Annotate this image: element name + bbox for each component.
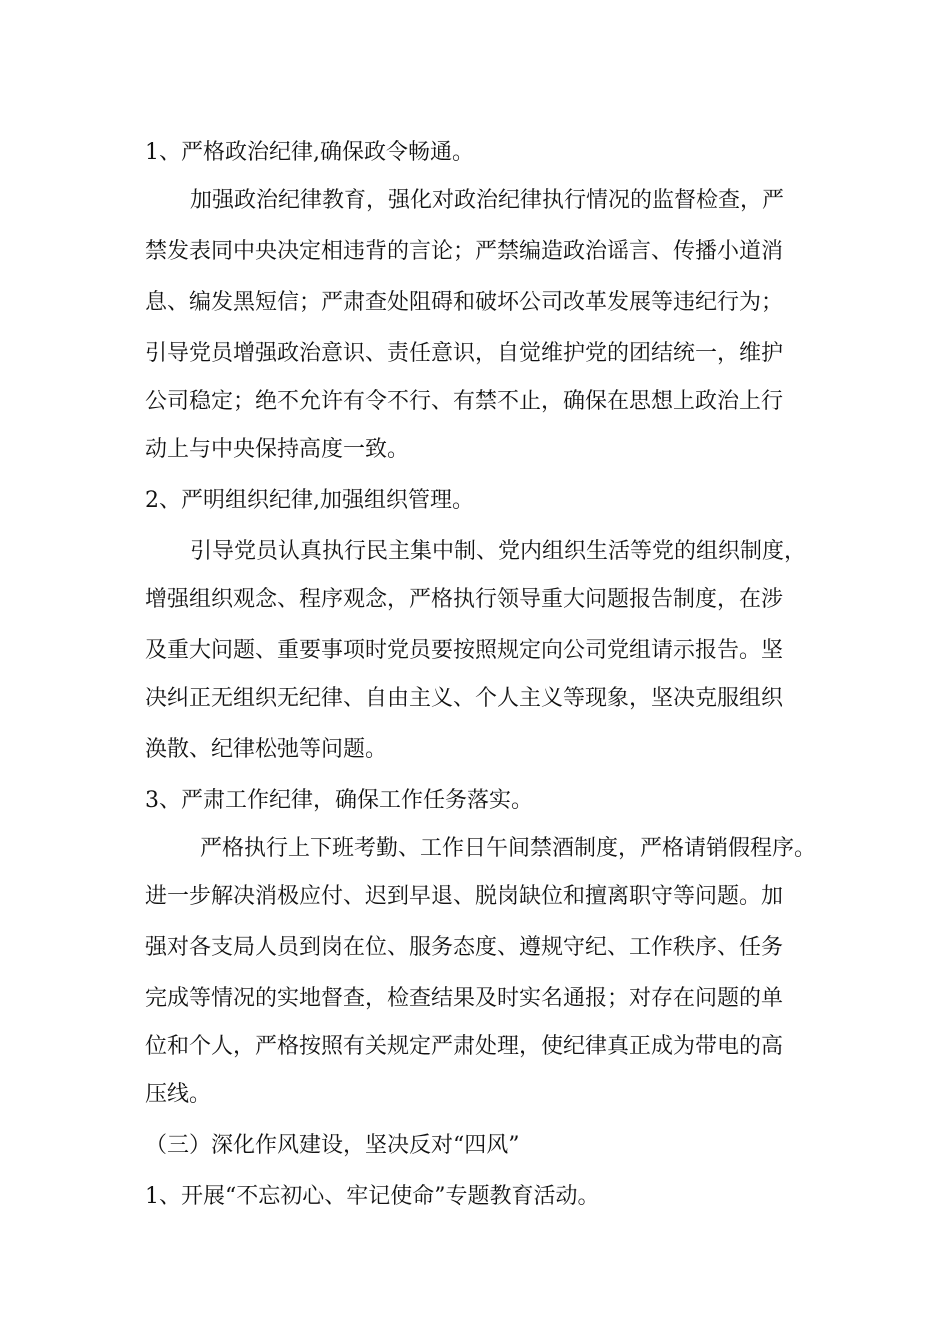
heading-work-discipline: 3、严肃工作纪律，确保工作任务落实。 [145,788,533,813]
paragraph-line: 涣散、纪律松弛等问题。 [145,737,388,762]
paragraph-line: 息、编发黑短信；严肃查处阻碍和破坏公司改革发展等违纪行为； [145,290,784,315]
heading-organizational-discipline: 2、严明组织纪律,加强组织管理。 [145,488,474,513]
paragraph-line: 增强组织观念、程序观念，严格执行领导重大问题报告制度，在涉 [145,587,784,612]
paragraph-line: 严格执行上下班考勤、工作日午间禁酒制度，严格请销假程序。 [200,836,817,861]
paragraph-line: 引导党员增强政治意识、责任意识，自觉维护党的团结统一，维护 [145,341,784,366]
paragraph-line: 进一步解决消极应付、迟到早退、脱岗缺位和擅离职守等问题。加 [145,884,784,909]
paragraph-line: 动上与中央保持高度一致。 [145,437,410,462]
paragraph-line: 位和个人，严格按照有关规定严肃处理，使纪律真正成为带电的高 [145,1034,784,1059]
paragraph-line: 公司稳定；绝不允许有令不行、有禁不止，确保在思想上政治上行 [145,389,784,414]
heading-education-campaign: 1、开展“不忘初心、牢记使命”专题教育活动。 [145,1184,600,1209]
paragraph-line: 强对各支局人员到岗在位、服务态度、遵规守纪、工作秩序、任务 [145,935,784,960]
paragraph-line: 禁发表同中央决定相违背的言论；严禁编造政治谣言、传播小道消 [145,239,784,264]
paragraph-line: 决纠正无组织无纪律、自由主义、个人主义等现象，坚决克服组织 [145,686,784,711]
paragraph-line: 及重大问题、重要事项时党员要按照规定向公司党组请示报告。坚 [145,638,784,663]
paragraph-line: 引导党员认真执行民主集中制、党内组织生活等党的组织制度， [190,539,807,564]
paragraph-line: 完成等情况的实地督查，检查结果及时实名通报；对存在问题的单 [145,986,784,1011]
heading-political-discipline: 1、严格政治纪律,确保政令畅通。 [145,140,474,165]
paragraph-line: 加强政治纪律教育，强化对政治纪律执行情况的监督检查，严 [190,188,785,213]
paragraph-line: 压线。 [145,1082,212,1107]
section-heading-four-winds: （三）深化作风建设，坚决反对“四风” [145,1133,520,1158]
